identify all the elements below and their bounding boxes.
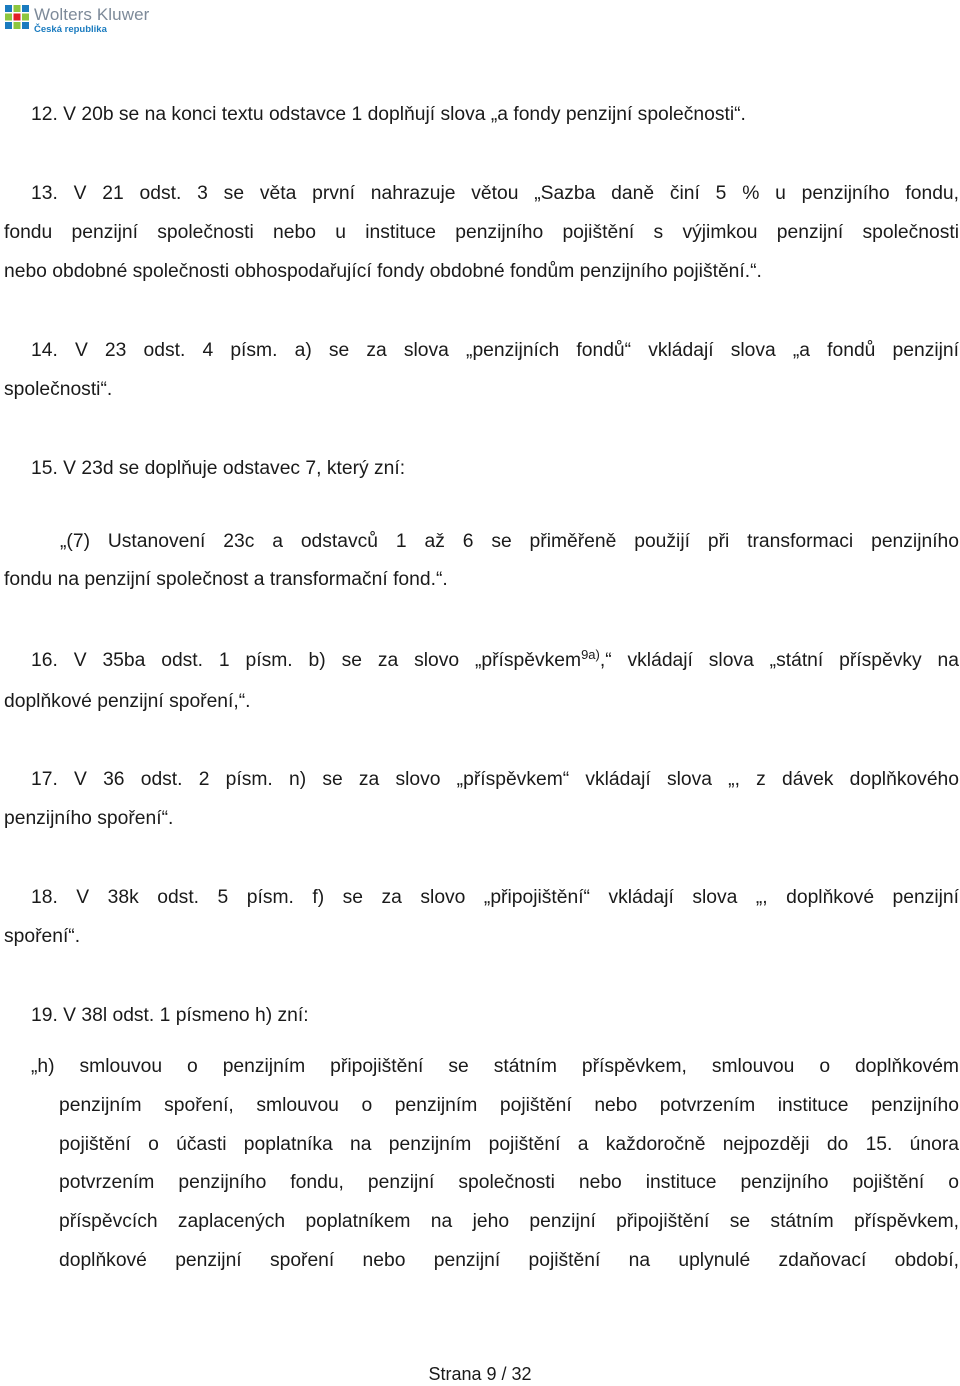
footnote-ref-9a: 9a) <box>581 647 600 662</box>
amendment-19-h-line-2: penzijním spoření, smlouvou o penzijním pojištění nebo potvrzením instituce penzijního <box>59 1095 959 1116</box>
amendment-19-h-line-6: doplňkové penzijní spoření nebo penzijní pojištění na uplynulé zdaňovací období, <box>59 1250 959 1271</box>
amendment-19-h-line-3: pojištění o účasti poplatníka na penzijním pojištění a každoročně nejpozději do 15. února <box>59 1134 959 1155</box>
amendment-18-line-2: spoření“. <box>4 926 81 947</box>
amendment-19-h-line-1: „h) smlouvou o penzijním připojištění se státním příspěvkem, smlouvou o doplňkovém <box>31 1056 959 1077</box>
amendment-12: 12. V 20b se na konci textu odstavce 1 doplňují slova „a fondy penzijní společnosti“. <box>31 104 746 125</box>
wolters-kluwer-logo-icon <box>4 4 30 30</box>
amendment-13-line-1: 13. V 21 odst. 3 se věta první nahrazuje větou „Sazba daně činí 5 % u penzijního fondu, <box>31 183 959 204</box>
amendment-15-quote-line-2: fondu na penzijní společnost a transformační fond.“. <box>4 569 448 590</box>
amendment-18-line-1: 18. V 38k odst. 5 písm. f) se za slovo „připojištění“ vkládají slova „, doplňkové penzijní <box>31 887 959 908</box>
amendment-15-quote-line-1: „(7) Ustanovení 23c a odstavců 1 až 6 se přiměřeně použijí při transformaci penzijního <box>60 531 959 552</box>
brand-region: Česká republika <box>34 24 107 35</box>
amendment-16-text-a: 16. V 35ba odst. 1 písm. b) se za slovo „příspěvkem <box>31 650 582 671</box>
amendment-15: 15. V 23d se doplňuje odstavec 7, který zní: <box>31 458 406 479</box>
amendment-16-line-1 <box>31 648 959 674</box>
wolters-kluwer-logo <box>4 4 184 38</box>
amendment-17-line-2: penzijního spoření“. <box>4 808 174 829</box>
amendment-19: 19. V 38l odst. 1 písmeno h) zní: <box>31 1005 309 1026</box>
amendment-13-line-2: fondu penzijní společnosti nebo u instituce penzijního pojištění s výjimkou penzijní společnosti <box>4 222 959 243</box>
amendment-16-line-2: doplňkové penzijní spoření,“. <box>4 691 251 712</box>
amendment-16-text-b: ,“ vkládají slova „státní příspěvky na <box>599 650 959 671</box>
amendment-19-h-line-5: příspěvcích zaplacených poplatníkem na jeho penzijní připojištění se státním příspěvkem, <box>59 1211 959 1232</box>
amendment-14-line-2: společnosti“. <box>4 379 113 400</box>
amendment-14-line-1: 14. V 23 odst. 4 písm. a) se za slova „penzijních fondů“ vkládají slova „a fondů penzijní <box>31 340 959 361</box>
page-number: Strana 9 / 32 <box>428 1364 532 1384</box>
amendment-19-h-line-4: potvrzením penzijního fondu, penzijní společnosti nebo instituce penzijního pojištění o <box>59 1172 959 1193</box>
amendment-13-line-3: nebo obdobné společnosti obhospodařující fondy obdobné fondům penzijního pojištění.“. <box>4 261 762 282</box>
brand-name: Wolters Kluwer <box>34 5 150 24</box>
amendment-17-line-1: 17. V 36 odst. 2 písm. n) se za slovo „příspěvkem“ vkládají slova „, z dávek doplňkového <box>31 769 959 790</box>
